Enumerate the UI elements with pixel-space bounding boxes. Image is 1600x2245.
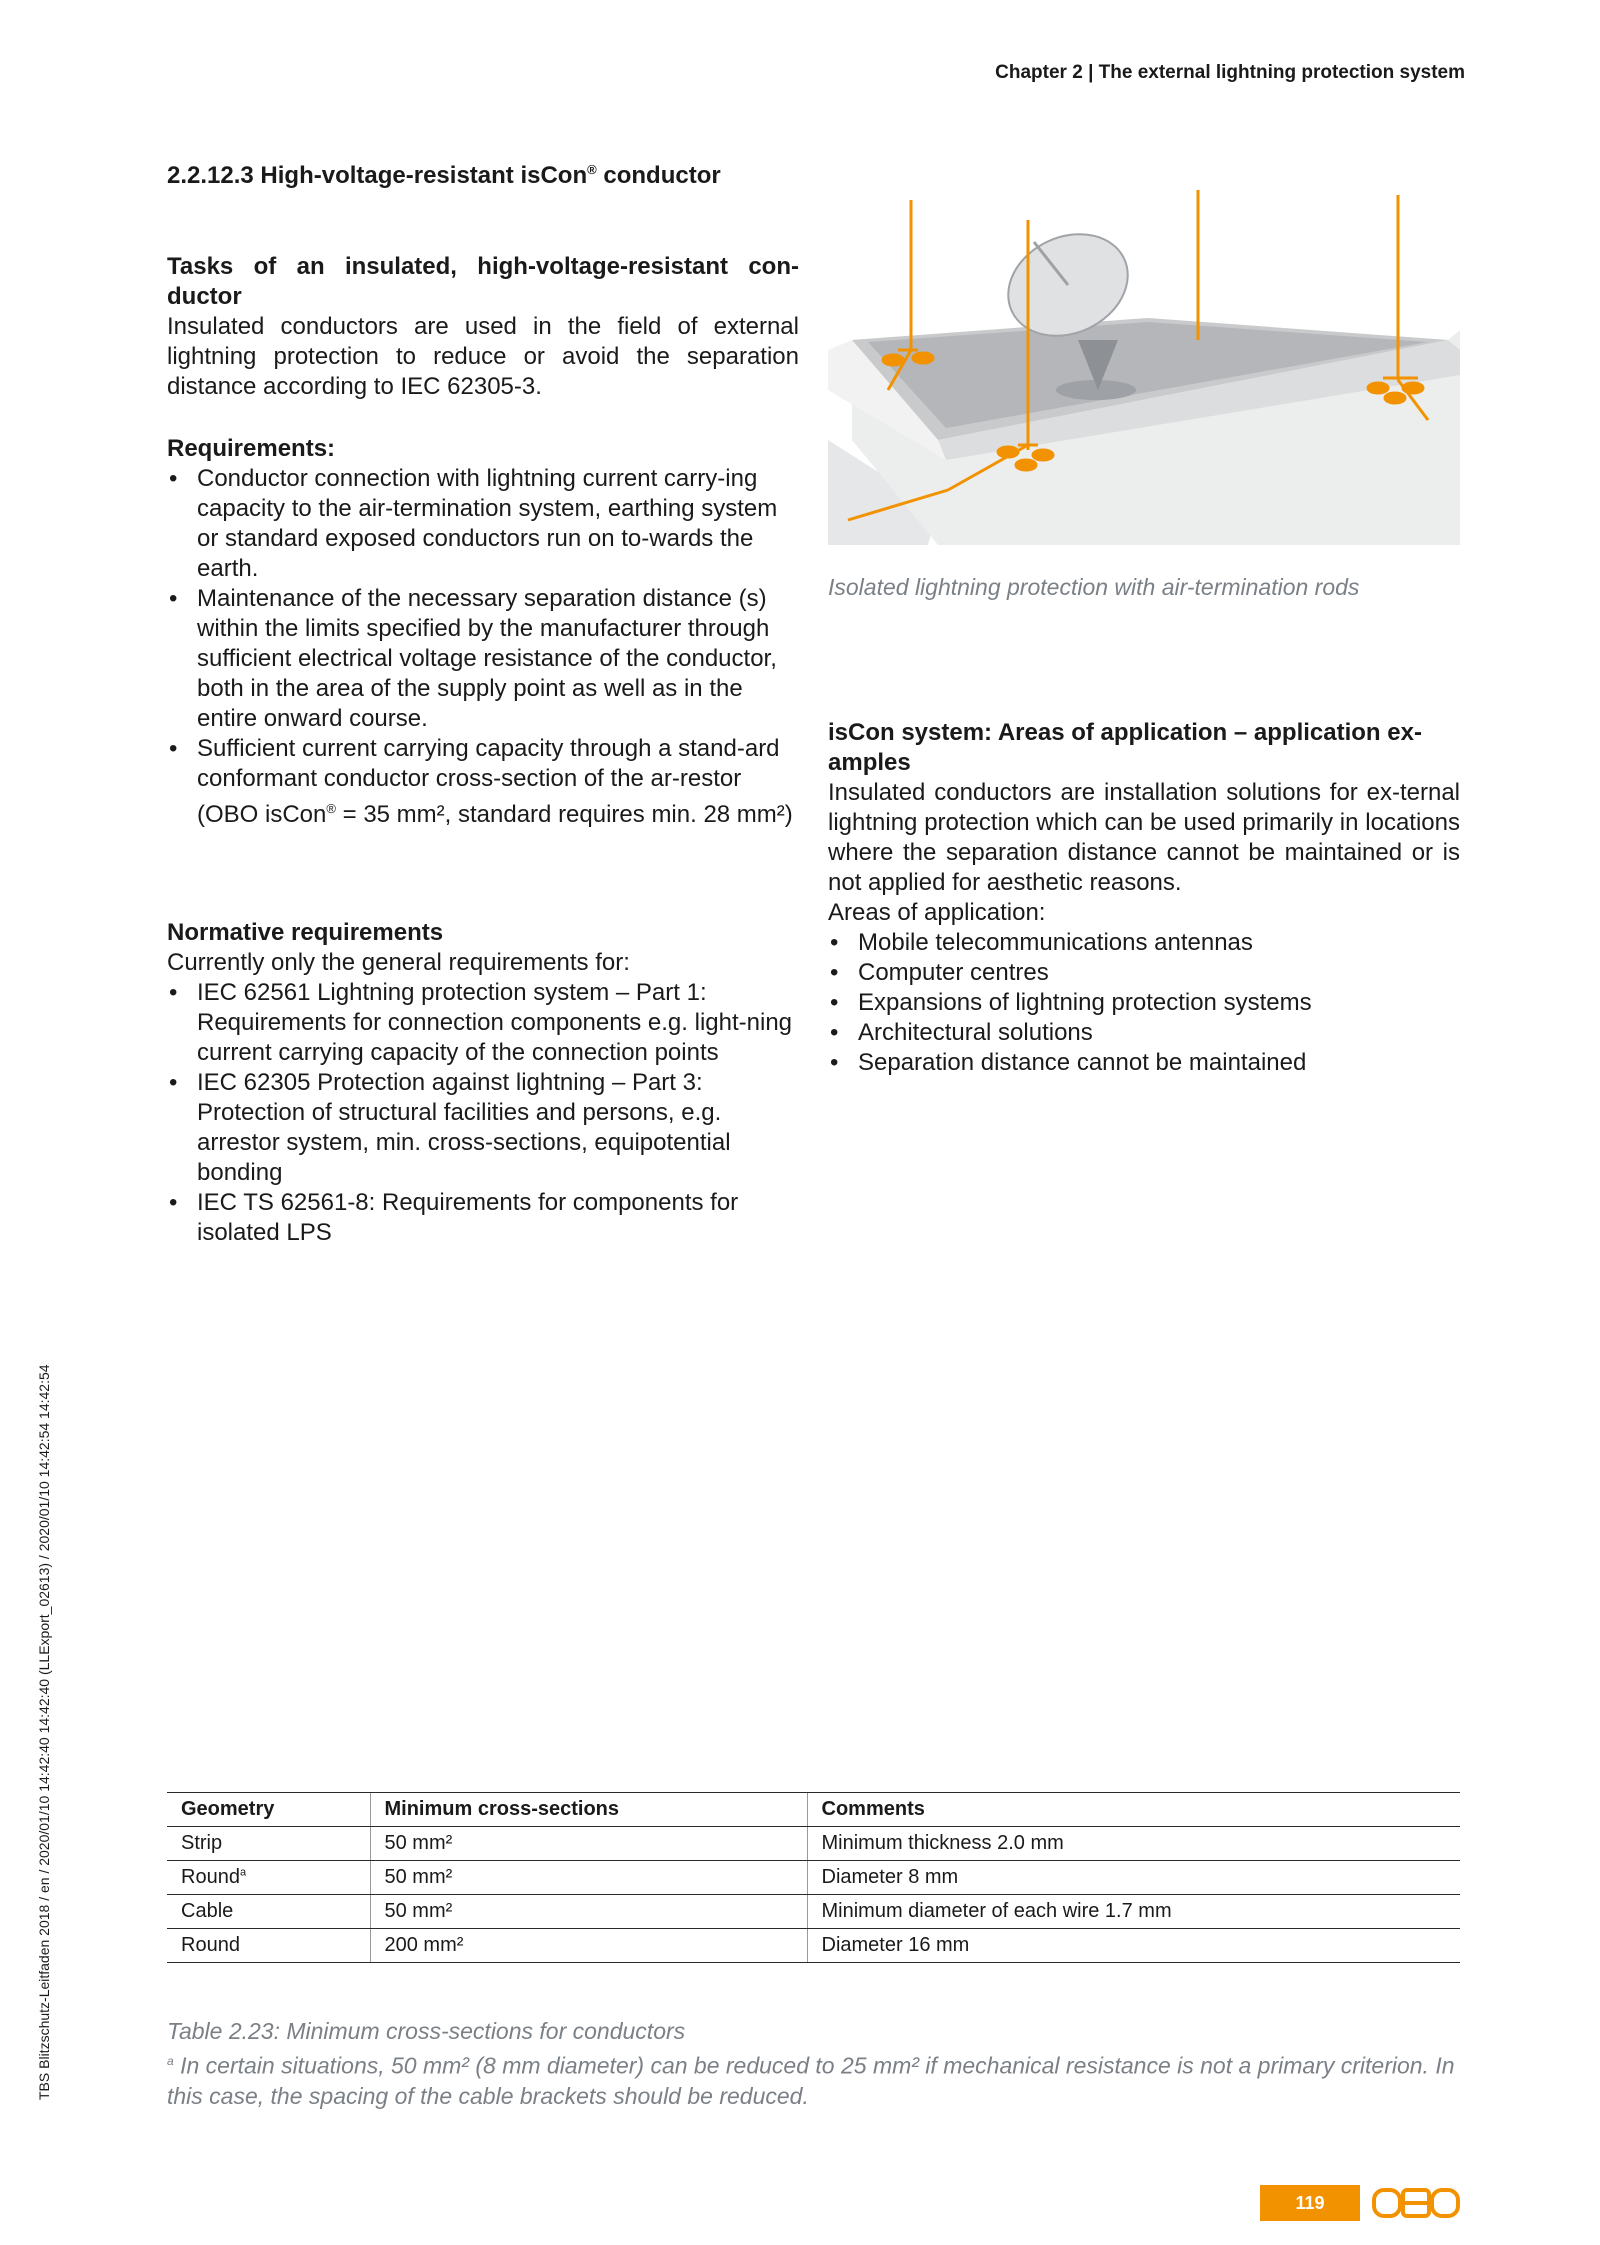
- table-cell: 200 mm²: [370, 1929, 807, 1963]
- column-header: Minimum cross-sections: [370, 1793, 807, 1827]
- bullet-icon: •: [169, 465, 178, 492]
- iscon-list: [828, 928, 1460, 1078]
- table-cell: 50 mm²: [370, 1895, 807, 1929]
- table-caption: Table 2.23: Minimum cross-sections for conductors: [167, 2018, 686, 2044]
- list-item: [828, 1018, 1460, 1048]
- table-cell: Strip: [167, 1827, 370, 1861]
- column-header: Geometry: [167, 1793, 370, 1827]
- table-cell: Round: [167, 1929, 370, 1963]
- footnote-mark: a: [167, 2054, 174, 2068]
- list-item-text: Maintenance of the necessary separation distance (s) within the limits specified by the manufacturer through sufficient electrical voltage resistance of the conductor, both in the area of the supply point as well as in the entire onward course.: [197, 585, 777, 732]
- bullet-icon: •: [169, 735, 178, 762]
- iscon-body: Insulated conductors are installation solutions for ex-ternal lightning protection which can be used primarily in locations where the separation distance cannot be maintained or is not applied for aesthetic reasons.: [828, 779, 1460, 896]
- list-item-text: = 35 mm², standard requires min. 28 mm²): [335, 801, 793, 828]
- table-footnote-text: In certain situations, 50 mm² (8 mm diameter) can be reduced to 25 mm² if mechanical resistance is not a primary criterion. In this case, the spacing of the cable brackets should be reduced.: [167, 2052, 1455, 2109]
- list-item-text: Mobile telecommunications antennas: [858, 929, 1253, 956]
- list-item-text: Architectural solutions: [858, 1019, 1093, 1046]
- roof-illustration: [828, 190, 1460, 545]
- iscon-heading: isCon system: Areas of application – application ex-amples: [828, 719, 1422, 776]
- iscon-block: [828, 718, 1460, 1078]
- tasks-heading-line1: Tasks of an insulated, high-voltage-resistant con-: [167, 253, 799, 280]
- bullet-icon: •: [169, 1189, 178, 1216]
- column-header: Comments: [807, 1793, 1460, 1827]
- list-item: [828, 958, 1460, 988]
- registered-mark: ®: [326, 801, 336, 816]
- table-cell: Minimum thickness 2.0 mm: [807, 1827, 1460, 1861]
- normative-heading: Normative requirements: [167, 919, 444, 946]
- bullet-icon: •: [830, 989, 839, 1016]
- list-item-text: Expansions of lightning protection systems: [858, 989, 1312, 1016]
- section-title-text: 2.2.12.3 High-voltage-resistant isCon: [167, 162, 588, 189]
- bullet-icon: •: [830, 929, 839, 956]
- list-item: [167, 1188, 795, 1248]
- section-title-suffix: conductor: [596, 162, 721, 189]
- table-cell-text: Round: [181, 1866, 240, 1888]
- list-item: [167, 1068, 795, 1188]
- list-item: [167, 464, 795, 584]
- normative-intro: Currently only the general requirements for:: [167, 949, 630, 976]
- table-cell: 50 mm²: [370, 1827, 807, 1861]
- requirements-block: [167, 434, 795, 830]
- bullet-icon: •: [830, 1019, 839, 1046]
- footnote-mark: a: [239, 1866, 247, 1879]
- list-item-text: Separation distance cannot be maintained: [858, 1049, 1307, 1076]
- obo-logo-icon: [1372, 2186, 1460, 2220]
- normative-list: [167, 978, 795, 1248]
- list-item: [828, 928, 1460, 958]
- list-item-text: IEC 62305 Protection against lightning – Part 3: Protection of structural facilities and persons, e.g. arrestor system, min. cross-sections, equipotential bonding: [197, 1069, 731, 1186]
- table-row: [167, 1895, 1460, 1929]
- table-cell: Minimum diameter of each wire 1.7 mm: [807, 1895, 1460, 1929]
- figure-caption: Isolated lightning protection with air-termination rods: [828, 574, 1360, 600]
- table-footnote: [167, 2046, 1467, 2111]
- list-item-text: IEC TS 62561-8: Requirements for components for isolated LPS: [197, 1189, 739, 1246]
- side-imprint: TBS Blitzschutz-Leitfaden 2018 / en / 2020/01/10 14:42:40 14:42:40 (LLExport_02613) / 2020/01/10 14:42:54 14:42:54: [36, 1364, 52, 2100]
- list-item-text: Conductor connection with lightning current carry-ing capacity to the air-termination system, earthing system or standard exposed conductors run on to-wards the earth.: [197, 465, 778, 582]
- list-item: [828, 1048, 1460, 1078]
- list-item: [167, 978, 795, 1068]
- chapter-header: Chapter 2 | The external lightning protection system: [995, 62, 1465, 83]
- page-number: 119: [1260, 2185, 1360, 2221]
- table-header-row: [167, 1793, 1460, 1827]
- cross-section-table: [167, 1792, 1460, 1963]
- table-cell: 50 mm²: [370, 1861, 807, 1895]
- table-row: [167, 1827, 1460, 1861]
- list-item-text: Sufficient current carrying capacity through a stand-ard conformant conductor cross-section of the ar-restor (OBO isCon: [197, 735, 780, 828]
- normative-block: [167, 918, 795, 1248]
- bullet-icon: •: [830, 959, 839, 986]
- tasks-block: [167, 252, 799, 402]
- table-cell: Diameter 8 mm: [807, 1861, 1460, 1895]
- list-item: [828, 988, 1460, 1018]
- table-caption-block: [167, 2016, 1467, 2111]
- bullet-icon: •: [830, 1049, 839, 1076]
- table-cell: Diameter 16 mm: [807, 1929, 1460, 1963]
- list-item-text: Computer centres: [858, 959, 1049, 986]
- tasks-heading-line2: ductor: [167, 283, 242, 310]
- list-item: [167, 734, 795, 830]
- table-row: [167, 1861, 1460, 1895]
- list-item: [167, 584, 795, 734]
- table-cell: Cable: [167, 1895, 370, 1929]
- requirements-list: [167, 464, 795, 830]
- bullet-icon: •: [169, 1069, 178, 1096]
- tasks-body: Insulated conductors are used in the field of external lightning protection to reduce or avoid the separation distance according to IEC 62305-3.: [167, 313, 799, 400]
- bullet-icon: •: [169, 585, 178, 612]
- requirements-heading: Requirements:: [167, 435, 336, 462]
- section-title: [167, 162, 721, 190]
- list-item-text: IEC 62561 Lightning protection system – Part 1: Requirements for connection components e.g. light-ning current carrying capacity of the connection points: [197, 979, 793, 1066]
- table-cell: [167, 1861, 370, 1895]
- bullet-icon: •: [169, 979, 178, 1006]
- iscon-areas-label: Areas of application:: [828, 899, 1046, 926]
- table-row: [167, 1929, 1460, 1963]
- registered-mark: ®: [587, 162, 597, 177]
